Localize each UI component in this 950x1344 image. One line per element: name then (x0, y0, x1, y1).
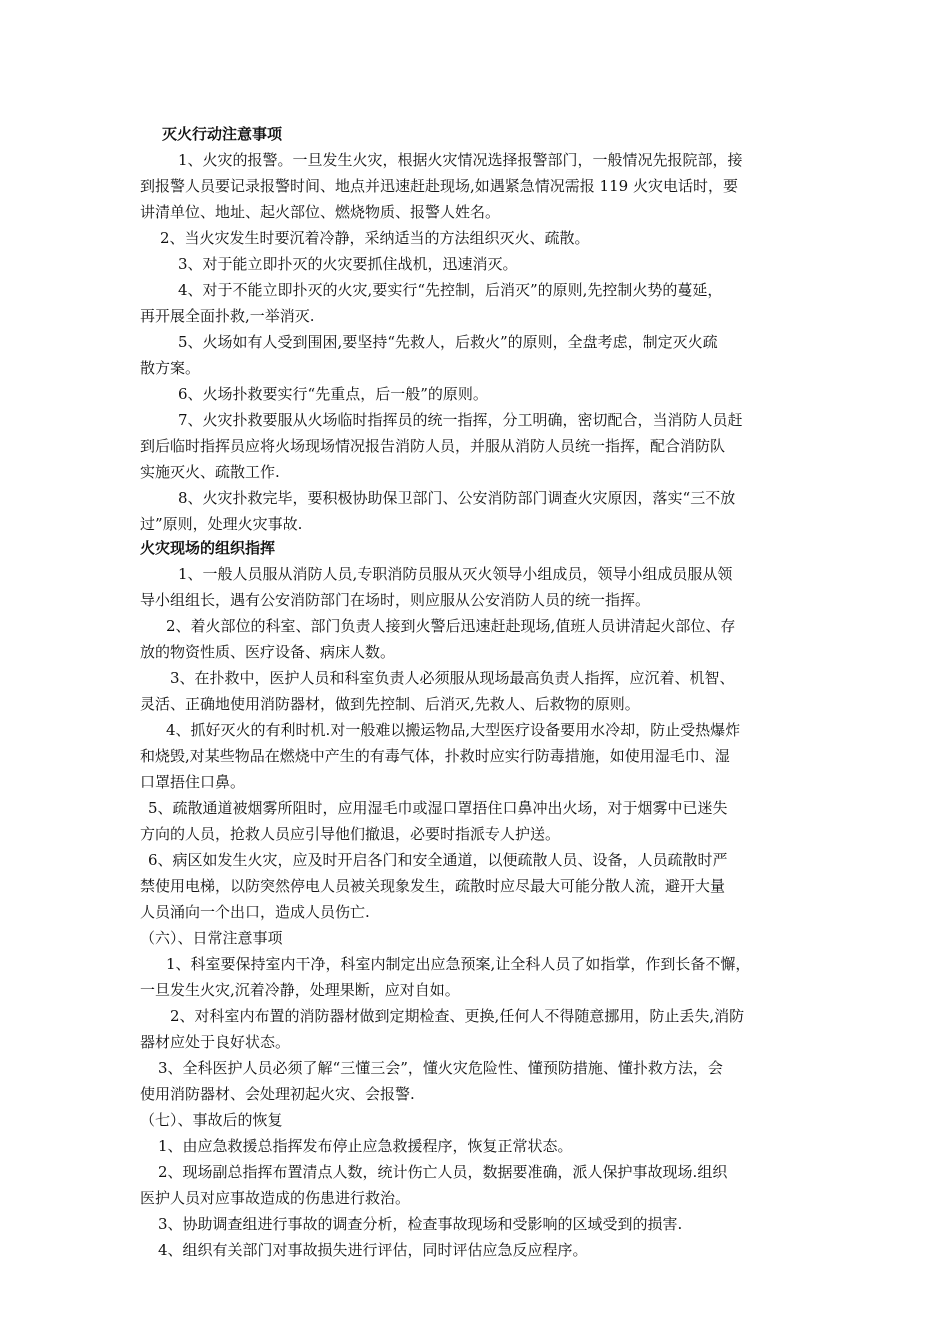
paragraph-line: 放的物资性质、医疗设备、病床人数。 (140, 643, 396, 661)
paragraph-line: 1、科室要保持室内干净，科室内制定出应急预案,让全科人员了如指掌，作到长备不懈， (166, 955, 751, 973)
paragraph-line: 3、协助调查组进行事故的调查分析，检查事故现场和受影响的区域受到的损害. (158, 1215, 683, 1233)
section-title-command: 火灾现场的组织指挥 (140, 539, 276, 557)
paragraph-line: 4、抓好灭火的有利时机.对一般难以搬运物品,大型医疗设备要用水冷却，防止受热爆炸 (166, 721, 741, 739)
paragraph-line: 7、火灾扑救要服从火场临时指挥员的统一指挥，分工明确，密切配合，当消防人员赶 (178, 411, 743, 429)
paragraph-line: 5、火场如有人受到围困,要坚持“先救人，后救火”的原则，全盘考虑，制定灭火疏 (178, 333, 718, 351)
paragraph-line: 5、疏散通道被烟雾所阻时，应用湿毛巾或湿口罩捂住口鼻冲出火场，对于烟雾中已迷失 (148, 799, 728, 817)
paragraph-line: 和烧毁,对某些物品在燃烧中产生的有毒气体，扑救时应实行防毒措施，如使用湿毛巾、湿 (140, 747, 730, 765)
paragraph-line: 口罩捂住口鼻。 (140, 773, 246, 791)
paragraph-line: 医护人员对应事故造成的伤患进行救治。 (140, 1189, 411, 1207)
paragraph-line: 禁使用电梯，以防突然停电人员被关现象发生，疏散时应尽最大可能分散人流，避开大量 (140, 877, 726, 895)
paragraph-line: 一旦发生火灾,沉着冷静，处理果断，应对自如。 (140, 981, 460, 999)
paragraph-line: 2、着火部位的科室、部门负责人接到火警后迅速赶赴现场,值班人员讲清起火部位、存 (166, 617, 736, 635)
paragraph-line: 1、一般人员服从消防人员,专职消防员服从灭火领导小组成员，领导小组成员服从领 (178, 565, 733, 583)
paragraph-line: 灵活、正确地使用消防器材，做到先控制、后消灭,先救人、后救物的原则。 (140, 695, 640, 713)
paragraph-line: 散方案。 (140, 359, 201, 377)
paragraph-line: 2、当火灾发生时要沉着冷静，采纳适当的方法组织灭火、疏散。 (160, 229, 590, 247)
section-title-recovery: （七）、事故后的恢复 (140, 1111, 283, 1129)
paragraph-line: 2、现场副总指挥布置清点人数，统计伤亡人员，数据要准确，派人保护事故现场.组织 (158, 1163, 728, 1181)
paragraph-line: 器材应处于良好状态。 (140, 1033, 291, 1051)
section-title-daily: （六）、日常注意事项 (140, 929, 283, 947)
paragraph-line: 到后临时指挥员应将火场现场情况报告消防人员，并服从消防人员统一指挥，配合消防队 (140, 437, 726, 455)
paragraph-line: 讲清单位、地址、起火部位、燃烧物质、报警人姓名。 (140, 203, 501, 221)
paragraph-line: 到报警人员要记录报警时间、地点并迅速赶赴现场,如遇紧急情况需报 119 火灾电话时，要 (140, 177, 738, 195)
paragraph-line: 使用消防器材、会处理初起火灾、会报警. (140, 1085, 415, 1103)
paragraph-line: 方向的人员，抢救人员应引导他们撤退，必要时指派专人护送。 (140, 825, 561, 843)
paragraph-line: 4、对于不能立即扑灭的火灾,要实行“先控制，后消灭”的原则,先控制火势的蔓延， (178, 281, 723, 299)
paragraph-line: 过”原则，处理火灾事故. (140, 515, 303, 533)
paragraph-line: 3、全科医护人员必须了解“三懂三会”，懂火灾危险性、懂预防措施、懂扑救方法，会 (158, 1059, 723, 1077)
section-title-fire-fighting: 灭火行动注意事项 (162, 125, 283, 143)
paragraph-line: 1、由应急救援总指挥发布停止应急救援程序，恢复正常状态。 (158, 1137, 573, 1155)
paragraph-line: 4、组织有关部门对事故损失进行评估，同时评估应急反应程序。 (158, 1241, 588, 1259)
paragraph-line: 再开展全面扑救,一举消灭. (140, 307, 315, 325)
paragraph-line: 6、病区如发生火灾，应及时开启各门和安全通道，以便疏散人员、设备，人员疏散时严 (148, 851, 728, 869)
paragraph-line: 3、在扑救中，医护人员和科室负责人必须服从现场最高负责人指挥，应沉着、机智、 (170, 669, 735, 687)
paragraph-line: 2、对科室内布置的消防器材做到定期检查、更换,任何人不得随意挪用，防止丢失,消防 (170, 1007, 745, 1025)
paragraph-line: 导小组组长，遇有公安消防部门在场时，则应服从公安消防人员的统一指挥。 (140, 591, 651, 609)
paragraph-line: 实施灭火、疏散工作. (140, 463, 280, 481)
paragraph-line: 人员涌向一个出口，造成人员伤亡. (140, 903, 370, 921)
paragraph-line: 6、火场扑救要实行“先重点，后一般”的原则。 (178, 385, 488, 403)
paragraph-line: 1、火灾的报警。一旦发生火灾，根据火灾情况选择报警部门，一般情况先报院部，接 (178, 151, 743, 169)
paragraph-line: 8、火灾扑救完毕，要积极协助保卫部门、公安消防部门调查火灾原因，落实“三不放 (178, 489, 736, 507)
paragraph-line: 3、对于能立即扑灭的火灾要抓住战机，迅速消灭。 (178, 255, 518, 273)
